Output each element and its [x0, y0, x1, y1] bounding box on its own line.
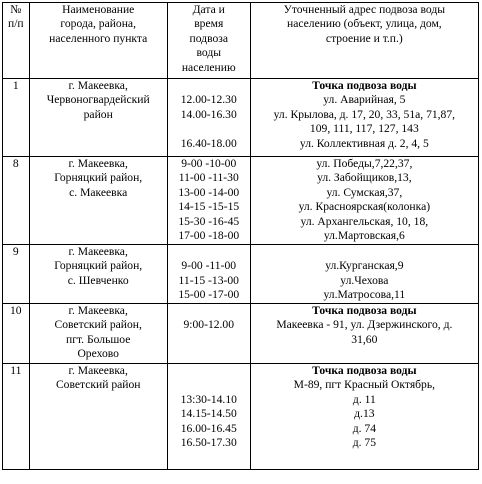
row-num: 1 [3, 79, 30, 157]
header-name: Наименование города, района, населенного пункта [29, 3, 167, 79]
table-header-row [3, 3, 479, 79]
row-num: 11 [3, 364, 30, 470]
row-num: 8 [3, 157, 30, 245]
row-location: г. Макеевка, Горняцкий район, с. Шевченко [29, 245, 167, 304]
row-address: Точка подвоза воды ул. Аварийная, 5 ул. Крылова, д. 17, 20, 33, 51а, 71,87, 109, 111, 117, 127, 143 ул. Коллективная д. 2, 4, 5 [250, 79, 478, 157]
table-row [3, 304, 479, 364]
table-row [3, 79, 479, 157]
row-location: г. Макеевка, Червоногвардейский район [29, 79, 167, 157]
table-row [3, 157, 479, 245]
row-address: ул. Победы,7,22,37, ул. Забойщиков,13, ул. Сумская,37, ул. Красноярская(колонка) ул. Архангельская, 10, 18, ул.Мартовская,6 [250, 157, 478, 245]
row-address: Точка подвоза воды М-89, пгт Красный Октябрь, д. 11 д.13 д. 74 д. 75 [250, 364, 478, 470]
row-address: ул.Курганская,9 ул.Чехова ул.Матросова,11 [250, 245, 478, 304]
header-time: Дата и время подвоза воды населению [167, 3, 250, 79]
row-times: 9-00 -11-00 11-15 -13-00 15-00 -17-00 [167, 245, 250, 304]
row-times: 12.00-12.30 14.00-16.30 16.40-18.00 [167, 79, 250, 157]
header-address: Уточненный адрес подвоза воды населению (объект, улица, дом, строение и т.п.) [250, 3, 478, 79]
row-address: Точка подвоза воды Макеевка - 91, ул. Дзержинского, д. 31,60 [250, 304, 478, 364]
header-num: № п/п [3, 3, 30, 79]
row-times: 9:00-12.00 [167, 304, 250, 364]
row-num: 9 [3, 245, 30, 304]
row-num: 10 [3, 304, 30, 364]
table-row [3, 245, 479, 304]
row-location: г. Макеевка, Советский район, пгт. Большое Орехово [29, 304, 167, 364]
row-location: г. Макеевка, Советский район [29, 364, 167, 470]
row-location: г. Макеевка, Горняцкий район, с. Макеевка [29, 157, 167, 245]
table-row [3, 364, 479, 470]
water-delivery-table [2, 2, 479, 470]
row-times: 9-00 -10-00 11-00 -11-30 13-00 -14-00 14-15 -15-15 15-30 -16-45 17-00 -18-00 [167, 157, 250, 245]
row-times: 13:30-14.10 14.15-14.50 16.00-16.45 16.50-17.30 [167, 364, 250, 470]
